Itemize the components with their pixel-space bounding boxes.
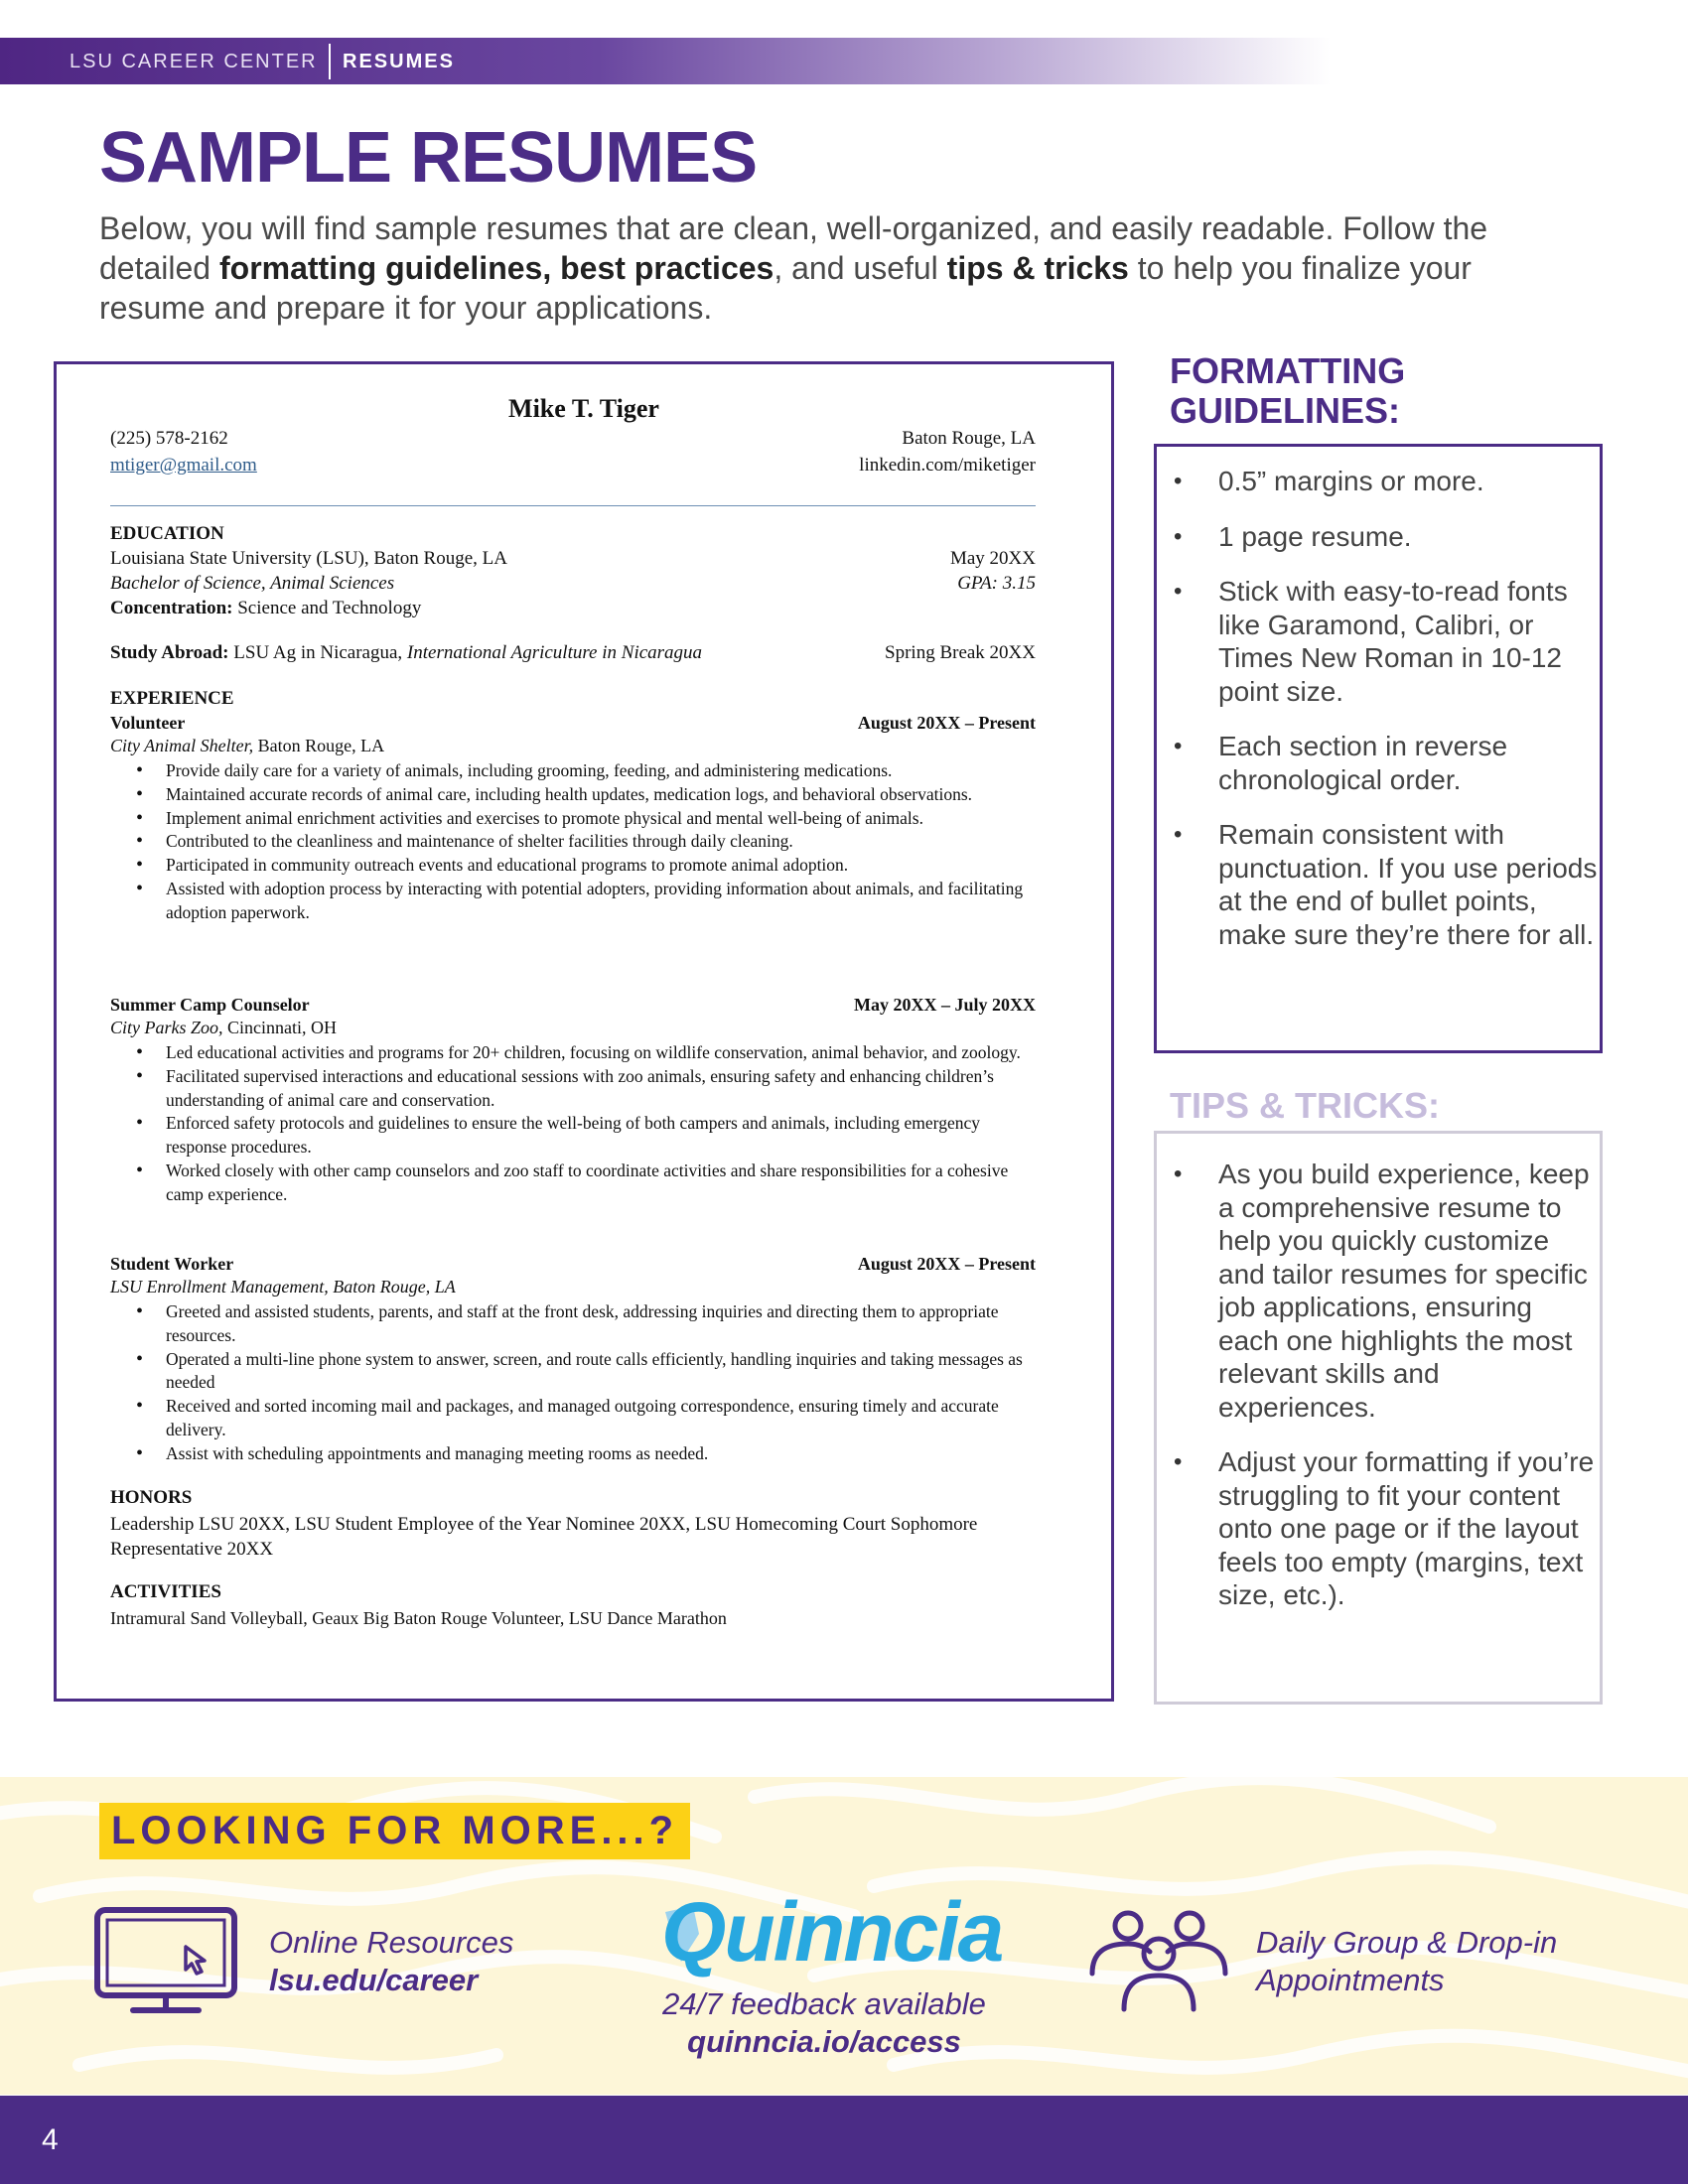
abroad-label: Study Abroad: (110, 642, 229, 663)
list-item: • Facilitated supervised interactions and educational sessions with zoo animals, ensuring safety and enhancing children’s understanding of animal care and conservation. (166, 1065, 1036, 1113)
list-item: • Operated a multi-line phone system to answer, screen, and route calls efficiently, handling inquiries and taking messages as needed (166, 1348, 1036, 1396)
concentration-label: Concentration: (110, 598, 233, 618)
education-study-abroad (110, 642, 702, 664)
honors-heading: HONORS (110, 1487, 193, 1508)
job-date: May 20XX – July 20XX (854, 995, 1036, 1015)
abroad-program: International Agriculture in Nicaragua (406, 642, 703, 663)
people-group-icon (1084, 1904, 1233, 2015)
online-resources-label: Online Resources (269, 1925, 514, 1960)
list-item: • Stick with easy-to-read fonts like Garamond, Calibri, or Times New Roman in 10-12 point size. (1157, 575, 1600, 708)
list-item: • Contributed to the cleanliness and maintenance of shelter facilities through daily cleaning. (166, 830, 1036, 854)
abroad-value: LSU Ag in Nicaragua, (228, 642, 407, 663)
quinncia-info (596, 1985, 1053, 2061)
group-appointments-line1: Daily Group & Drop-in (1256, 1925, 1558, 1960)
header-section: RESUMES (343, 51, 455, 72)
education-heading: EDUCATION (110, 523, 224, 544)
header-divider (329, 44, 331, 79)
list-item: • As you build experience, keep a comprehensive resume to help you quickly customize and tailor resumes for specific job applications, ensuring each one highlights the most relevant skills and experiences. (1157, 1158, 1600, 1424)
list-item: • Assist with scheduling appointments and managing meeting rooms as needed. (166, 1442, 1036, 1466)
job-org (110, 736, 384, 756)
activities-heading: ACTIVITIES (110, 1581, 221, 1602)
honors-text: Leadership LSU 20XX, LSU Student Employee of the Year Nominee 20XX, LSU Homecoming Court Sophomore Representative 20XX (110, 1514, 978, 1560)
job-bullets (166, 759, 1036, 925)
job-title: Student Worker (110, 1254, 234, 1274)
job-org-location: Baton Rouge, LA (253, 736, 385, 755)
job-org (110, 1018, 337, 1038)
list-item: • 0.5” margins or more. (1157, 465, 1600, 498)
job-date: August 20XX – Present (857, 713, 1036, 733)
group-appointments (1256, 1924, 1557, 1999)
formatting-heading-line1: FORMATTING (1170, 350, 1406, 391)
job-org-name: City Animal Shelter, (110, 736, 254, 755)
intro-paragraph (99, 208, 1569, 328)
list-item: • Enforced safety protocols and guidelines to ensure the well-being of both campers and animals, including emergency response procedures. (166, 1112, 1036, 1160)
looking-for-more-banner: LOOKING FOR MORE...? (99, 1803, 690, 1859)
formatting-list (1157, 465, 1600, 951)
monitor-cursor-icon (93, 1906, 238, 2015)
list-item: • Implement animal enrichment activities and exercises to promote physical and mental well-being of animals. (166, 807, 1036, 831)
resume-location: Baton Rouge, LA (902, 428, 1036, 449)
resume-linkedin: linkedin.com/miketiger (859, 455, 1036, 476)
group-appointments-line2: Appointments (1256, 1963, 1445, 1997)
online-resources (269, 1924, 513, 1999)
page-title: SAMPLE RESUMES (99, 118, 758, 198)
quinncia-link[interactable]: quinncia.io/access (687, 2024, 961, 2059)
resume-divider (110, 505, 1036, 506)
job-bullets (166, 1041, 1036, 1207)
list-item: • Remain consistent with punctuation. If you use periods at the end of bullet points, make sure they’re there for all. (1157, 818, 1600, 951)
job-org (110, 1277, 456, 1297)
intro-text-1: Below, you will find sample resumes that are clean, well-organized, and easily readable. Follow the detailed (99, 210, 1488, 286)
list-item: • Greeted and assisted students, parents, and staff at the front desk, addressing inquiries and directing them to appropriate resources. (166, 1300, 1036, 1348)
page-footer (0, 2096, 1688, 2184)
list-item: • Worked closely with other camp counselors and zoo staff to coordinate activities and share responsibilities for a cohesive camp experience. (166, 1160, 1036, 1207)
formatting-heading (1170, 351, 1405, 431)
resume-name: Mike T. Tiger (508, 394, 659, 423)
quinncia-logo: Quinncia (661, 1885, 1003, 1979)
section-header-bar (0, 38, 1331, 84)
list-item: • Each section in reverse chronological order. (1157, 730, 1600, 796)
job-org-location: Cincinnati, OH (222, 1018, 338, 1037)
resume-phone: (225) 578-2162 (110, 428, 228, 449)
tips-box (1154, 1131, 1603, 1705)
sample-resume (54, 361, 1114, 1702)
list-item: • Received and sorted incoming mail and packages, and managed outgoing correspondence, ensuring timely and accurate delivery. (166, 1395, 1036, 1442)
list-item: • 1 page resume. (1157, 520, 1600, 554)
job-date: August 20XX – Present (857, 1254, 1036, 1274)
education-concentration (110, 598, 421, 619)
tips-heading: TIPS & TRICKS: (1170, 1085, 1441, 1126)
concentration-value: Science and Technology (232, 598, 422, 618)
list-item: • Participated in community outreach events and educational programs to promote animal adoption. (166, 854, 1036, 878)
intro-text-2: , and useful (774, 250, 947, 286)
page-number: 4 (42, 2123, 59, 2156)
header-org: LSU CAREER CENTER (70, 51, 318, 72)
resume-email-link[interactable]: mtiger@gmail.com (110, 455, 257, 476)
job-org-name: LSU Enrollment Management, Baton Rouge, LA (110, 1277, 456, 1297)
job-bullets (166, 1300, 1036, 1466)
formatting-guidelines-box (1154, 444, 1603, 1053)
abroad-date: Spring Break 20XX (885, 642, 1036, 663)
intro-bold-1: formatting guidelines, best practices (218, 250, 774, 286)
intro-bold-2: tips & tricks (946, 250, 1129, 286)
list-item: • Assisted with adoption process by interacting with potential adopters, providing information about animals, and facilitating adoption paperwork. (166, 878, 1036, 925)
list-item: • Provide daily care for a variety of animals, including grooming, feeding, and administering medications. (166, 759, 1036, 783)
quinncia-feedback-label: 24/7 feedback available (662, 1986, 986, 2021)
education-gpa: GPA: 3.15 (957, 573, 1036, 594)
formatting-heading-line2: GUIDELINES: (1170, 390, 1401, 431)
experience-heading: EXPERIENCE (110, 688, 234, 709)
job-org-name: City Parks Zoo, (110, 1018, 223, 1037)
list-item: • Maintained accurate records of animal care, including health updates, medication logs, and behavioral observations. (166, 783, 1036, 807)
job-title: Volunteer (110, 713, 186, 733)
education-degree: Bachelor of Science, Animal Sciences (110, 573, 395, 594)
list-item: • Led educational activities and programs for 20+ children, focusing on wildlife conservation, animal behavior, and zoology. (166, 1041, 1036, 1065)
education-school: Louisiana State University (LSU), Baton Rouge, LA (110, 548, 507, 569)
tips-list (1157, 1158, 1600, 1612)
list-item: • Adjust your formatting if you’re struggling to fit your content onto one page or if the layout feels too empty (margins, text size, etc.). (1157, 1445, 1600, 1612)
activities-text: Intramural Sand Volleyball, Geaux Big Baton Rouge Volunteer, LSU Dance Marathon (110, 1608, 727, 1628)
job-title: Summer Camp Counselor (110, 995, 310, 1015)
education-date: May 20XX (949, 548, 1036, 569)
online-resources-link[interactable]: lsu.edu/career (269, 1963, 479, 1997)
intro-text-3: to help you finalize your resume and prepare it for your applications. (99, 250, 1472, 326)
